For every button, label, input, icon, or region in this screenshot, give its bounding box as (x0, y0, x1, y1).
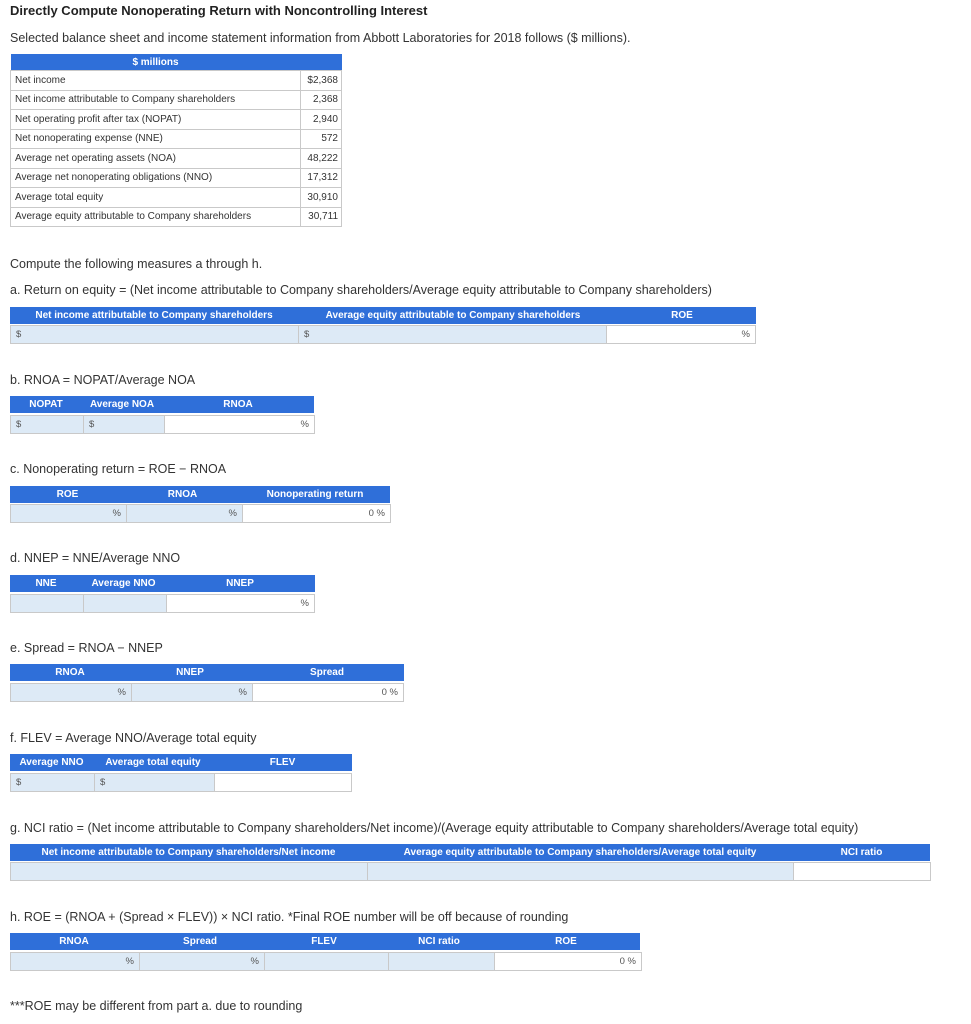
f-col-flev: FLEV (269, 757, 296, 768)
intro-text: Selected balance sheet and income statement information from Abbott Laboratories for 2018 follows ($ millions). (10, 31, 631, 45)
h-col-flev: FLEV (311, 936, 337, 947)
percent-sign: % (238, 687, 247, 698)
a-col-avg-equity: Average equity attributable to Company shareholders (325, 310, 581, 321)
d-col-nne: NNE (35, 578, 57, 589)
question-d: d. NNEP = NNE/Average NNO (10, 551, 181, 565)
e-col-nnep: NNEP (176, 667, 204, 678)
balance-table-header-row (11, 54, 342, 71)
balance-row-value: 30,711 (301, 207, 342, 227)
e-rnoa-input[interactable] (10, 683, 132, 702)
a-header-row (10, 307, 756, 324)
f-avg-total-equity-input[interactable] (94, 773, 215, 792)
e-spread-output[interactable] (252, 683, 404, 702)
a-net-income-input[interactable] (10, 325, 299, 344)
instruction-text: Compute the following measures a through h. (10, 257, 263, 271)
percent-sign: % (112, 508, 121, 519)
a-avg-equity-input[interactable] (298, 325, 607, 344)
f-col-avg-total-equity: Average total equity (105, 757, 201, 768)
h-roe-output[interactable] (494, 952, 642, 971)
balance-row (11, 168, 342, 188)
f-avg-nno-input[interactable] (10, 773, 95, 792)
h-spread-input[interactable] (139, 952, 265, 971)
balance-row-label: Net operating profit after tax (NOPAT) (11, 110, 301, 130)
dollar-sign: $ (100, 777, 106, 788)
h-nci-ratio-input[interactable] (388, 952, 495, 971)
a-input-row (10, 325, 756, 344)
c-input-row (10, 504, 391, 523)
percent-sign: % (125, 956, 134, 967)
percent-sign: % (300, 598, 309, 609)
g-col-nci-ratio: NCI ratio (840, 847, 883, 858)
percent-sign: % (741, 329, 750, 340)
f-input-row (10, 773, 352, 792)
percent-sign: % (228, 508, 237, 519)
balance-row (11, 207, 342, 227)
dollar-sign: $ (16, 329, 22, 340)
c-nonop-return-output[interactable] (242, 504, 391, 523)
c-header-row (10, 486, 390, 503)
balance-row-value: 572 (301, 129, 342, 149)
question-h: h. ROE = (RNOA + (Spread × FLEV)) × NCI ratio. *Final ROE number will be off because of rounding (10, 910, 569, 924)
b-col-avg-noa: Average NOA (89, 399, 155, 410)
d-avg-nno-input[interactable] (83, 594, 167, 613)
d-input-row (10, 594, 315, 613)
h-rnoa-input[interactable] (10, 952, 140, 971)
h-header-row (10, 933, 640, 950)
g-input-row (10, 862, 931, 881)
d-header-row (10, 575, 315, 592)
d-nne-input[interactable] (10, 594, 84, 613)
question-f: f. FLEV = Average NNO/Average total equity (10, 731, 257, 745)
b-input-row (10, 415, 315, 434)
balance-row-label: Average net operating assets (NOA) (11, 149, 301, 169)
d-nnep-output[interactable] (166, 594, 315, 613)
b-rnoa-output[interactable] (164, 415, 315, 434)
balance-row-value: 2,368 (301, 90, 342, 110)
balance-row (11, 110, 342, 130)
e-col-rnoa: RNOA (55, 667, 85, 678)
g-equity-ratio-input[interactable] (367, 862, 794, 881)
balance-row-label: Net income attributable to Company shareholders (11, 90, 301, 110)
e-nnep-input[interactable] (131, 683, 253, 702)
e-col-spread: Spread (310, 667, 344, 678)
d-col-nnep: NNEP (226, 578, 254, 589)
balance-row-value: 2,940 (301, 110, 342, 130)
c-roe-input[interactable] (10, 504, 127, 523)
e-header-row (10, 664, 404, 681)
rounding-note: ***ROE may be different from part a. due to rounding (10, 999, 303, 1013)
balance-table (10, 54, 342, 227)
c-col-nonop-return: Nonoperating return (266, 489, 364, 500)
b-col-rnoa: RNOA (223, 399, 253, 410)
balance-row-label: Average equity attributable to Company shareholders (11, 207, 301, 227)
balance-row (11, 149, 342, 169)
h-input-row (10, 952, 642, 971)
question-c: c. Nonoperating return = ROE − RNOA (10, 462, 227, 476)
a-col-roe: ROE (671, 310, 693, 321)
a-roe-output[interactable] (606, 325, 756, 344)
balance-row-value: 17,312 (301, 168, 342, 188)
balance-row-value: 30,910 (301, 188, 342, 208)
e-input-row (10, 683, 404, 702)
balance-row-label: Average total equity (11, 188, 301, 208)
dollar-sign: $ (16, 777, 22, 788)
a-col-net-income: Net income attributable to Company shareholders (35, 310, 273, 321)
c-rnoa-input[interactable] (126, 504, 243, 523)
g-col-equity-ratio: Average equity attributable to Company shareholders/Average total equity (403, 847, 757, 858)
d-col-avg-nno: Average NNO (91, 578, 156, 589)
g-nci-ratio-output[interactable] (793, 862, 931, 881)
percent-sign: % (117, 687, 126, 698)
question-e: e. Spread = RNOA − NNEP (10, 641, 163, 655)
b-nopat-input[interactable] (10, 415, 84, 434)
e-spread-value: 0 % (381, 687, 398, 698)
balance-row (11, 71, 342, 91)
h-col-rnoa: RNOA (59, 936, 89, 947)
c-nonop-return-value: 0 % (368, 508, 385, 519)
f-header-row (10, 754, 352, 771)
dollar-sign: $ (16, 419, 22, 430)
question-a: a. Return on equity = (Net income attributable to Company shareholders/Average equity attributable to Company shareholders) (10, 283, 712, 297)
g-header-row (10, 844, 930, 861)
b-header-row (10, 396, 314, 413)
balance-row-value: 48,222 (301, 149, 342, 169)
balance-table-header: $ millions (11, 54, 301, 71)
h-col-roe: ROE (555, 936, 577, 947)
h-flev-input[interactable] (264, 952, 389, 971)
f-flev-output[interactable] (214, 773, 352, 792)
balance-row-label: Average net nonoperating obligations (NNO) (11, 168, 301, 188)
g-ni-ratio-input[interactable] (10, 862, 368, 881)
b-col-nopat: NOPAT (29, 399, 63, 410)
balance-row-label: Net income (11, 71, 301, 91)
percent-sign: % (250, 956, 259, 967)
balance-row (11, 188, 342, 208)
h-col-nci-ratio: NCI ratio (418, 936, 460, 947)
f-col-avg-nno: Average NNO (19, 757, 84, 768)
h-roe-value: 0 % (619, 956, 636, 967)
balance-table-header-blank (301, 54, 342, 71)
question-g: g. NCI ratio = (Net income attributable to Company shareholders/Net income)/(Average equity attributable to Company shareholders/Average total equity) (10, 821, 859, 835)
balance-row-label: Net nonoperating expense (NNE) (11, 129, 301, 149)
question-b: b. RNOA = NOPAT/Average NOA (10, 373, 196, 387)
balance-table-body (11, 71, 342, 227)
c-col-rnoa: RNOA (167, 489, 198, 500)
g-col-ni-ratio: Net income attributable to Company shareholders/Net income (41, 847, 336, 858)
h-col-spread: Spread (183, 936, 217, 947)
dollar-sign: $ (89, 419, 95, 430)
b-avg-noa-input[interactable] (83, 415, 165, 434)
balance-row (11, 129, 342, 149)
percent-sign: % (300, 419, 309, 430)
balance-row-value: $2,368 (301, 71, 342, 91)
dollar-sign: $ (304, 329, 310, 340)
balance-row (11, 90, 342, 110)
c-col-roe: ROE (56, 489, 79, 500)
page-title: Directly Compute Nonoperating Return with Noncontrolling Interest (10, 3, 428, 18)
